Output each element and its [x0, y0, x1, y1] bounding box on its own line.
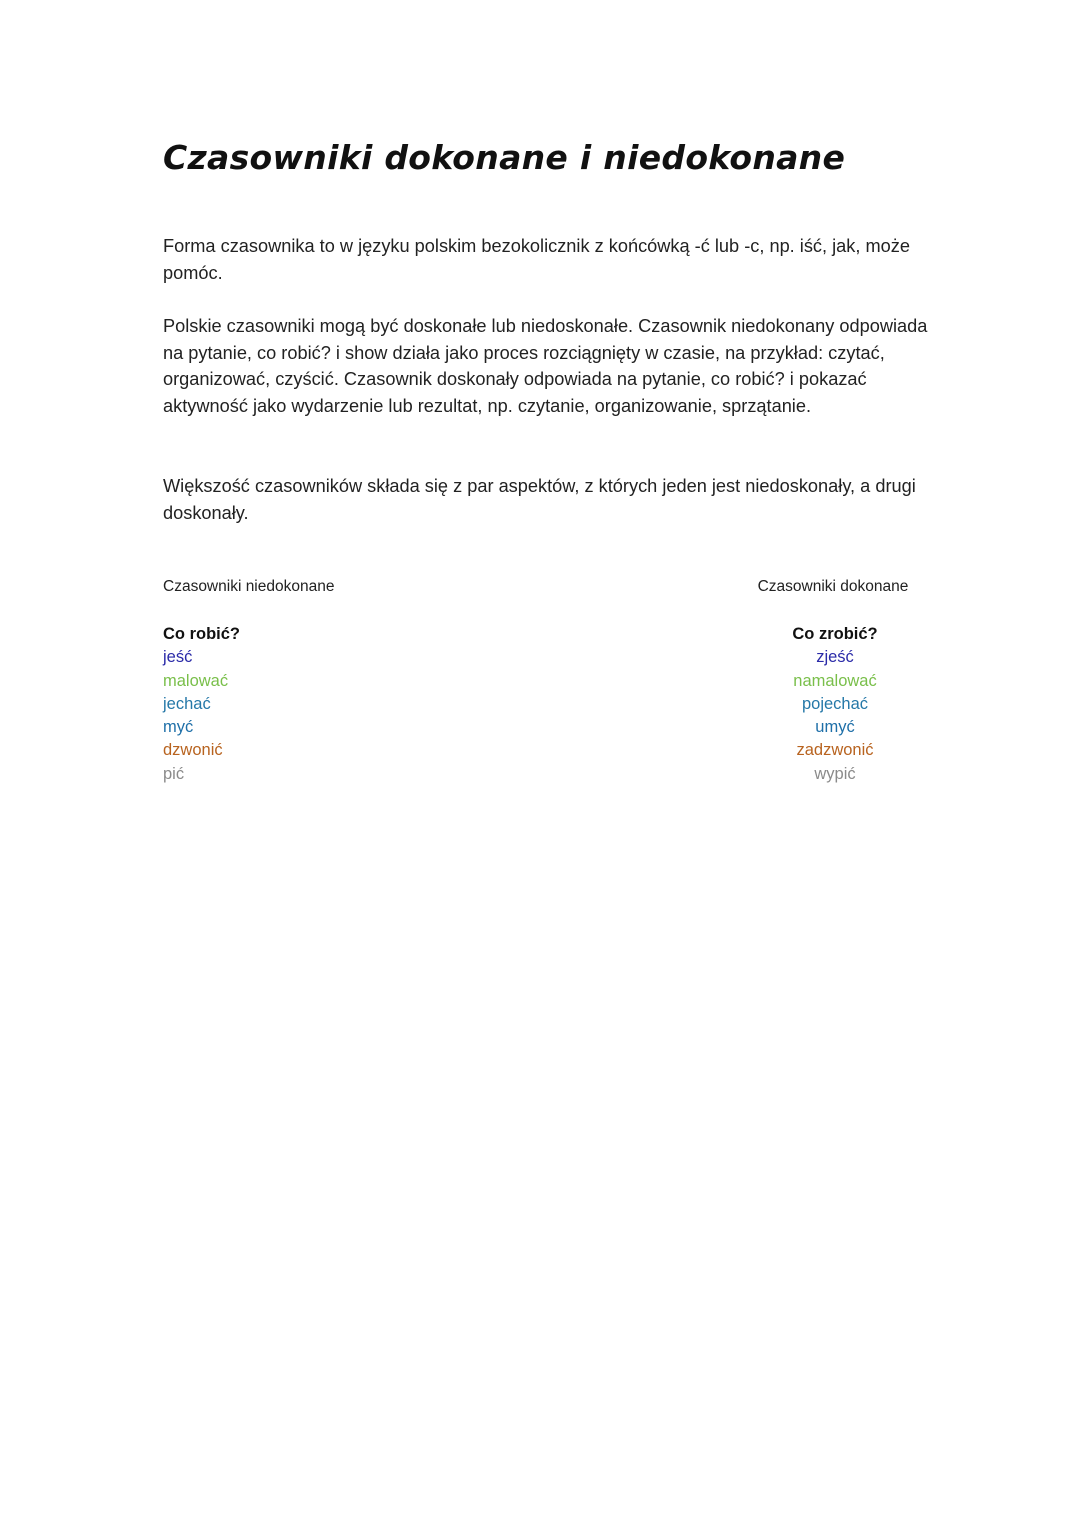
- imperfective-question: Co robić?: [163, 625, 240, 643]
- imperfective-verb: pić: [163, 764, 185, 783]
- perfective-question: Co zrobić?: [792, 625, 878, 643]
- imperfective-verb: jechać: [163, 694, 211, 713]
- imperfective-header: Czasowniki niedokonane: [163, 578, 335, 595]
- imperfective-verb: malować: [163, 671, 229, 690]
- perfective-verb: wypić: [814, 764, 856, 783]
- perfective-verb: zadzwonić: [796, 741, 874, 760]
- perfective-header: Czasowniki dokonane: [757, 578, 909, 595]
- imperfective-verb: dzwonić: [163, 741, 223, 760]
- paragraph-pairs: Większość czasowników składa się z par aspektów, z których jeden jest niedoskonały, a drugi doskonały.: [163, 476, 916, 523]
- perfective-verb: pojechać: [801, 694, 869, 713]
- page-title: Czasowniki dokonane i niedokonane: [163, 138, 846, 177]
- paragraph-aspects: Polskie czasowniki mogą być doskonałe lub niedoskonałe. Czasownik niedokonany odpowiada na pytanie, co robić? i show działa jako proces rozciągnięty w czasie, na przykład: czytać, organizować, czyścić. Czasownik doskonały odpowiada na pytanie, co robić? i pokazać aktywność jako wydarzenie lub rezultat, np. czytanie, organizowanie, sprzątanie.: [163, 316, 928, 416]
- perfective-verb: umyć: [815, 718, 855, 737]
- imperfective-verb: myć: [163, 718, 194, 737]
- paragraph-infinitive: Forma czasownika to w języku polskim bezokolicznik z końcówką -ć lub -c, np. iść, jak, może pomóc.: [163, 236, 910, 283]
- perfective-verb: namalować: [793, 671, 877, 690]
- perfective-list: [760, 623, 910, 786]
- imperfective-list: [163, 623, 240, 786]
- imperfective-verb: jeść: [163, 648, 193, 667]
- perfective-verb: zjeść: [816, 648, 854, 667]
